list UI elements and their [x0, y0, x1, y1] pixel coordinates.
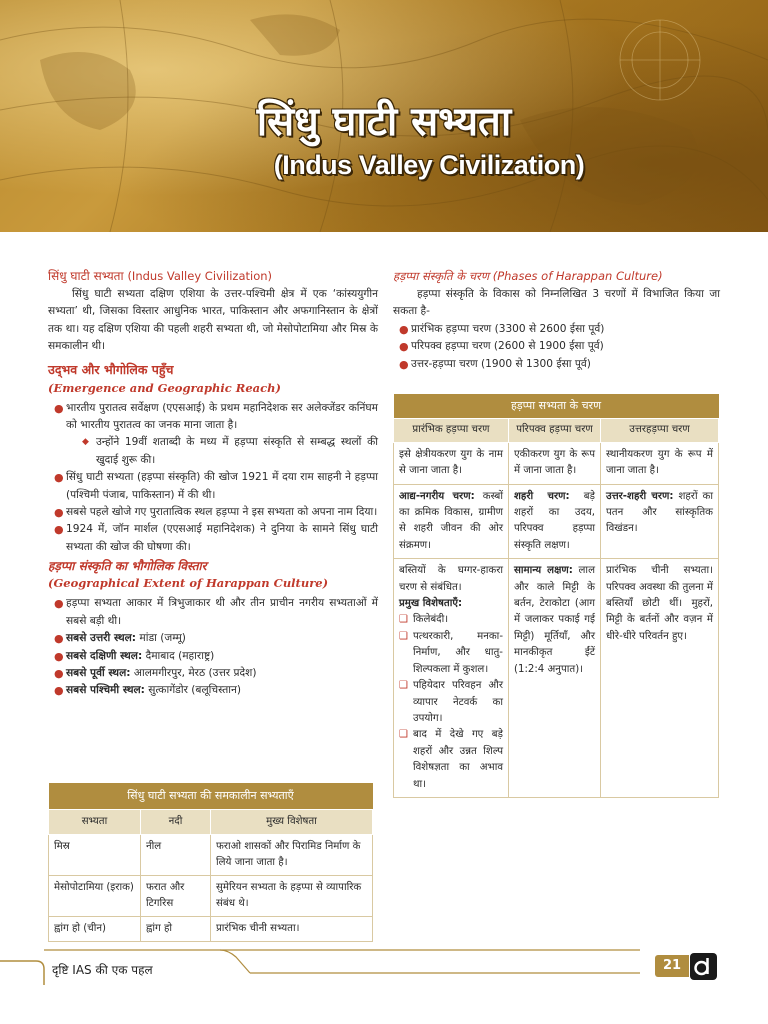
table-row: [394, 484, 719, 559]
sub-list-item-text: उन्होंने 19वीं शताब्दी के मध्य में हड़प्पा संस्कृति से सम्बद्ध स्थलों की खुदाई शुरू की।: [96, 436, 378, 466]
list-item: [48, 469, 378, 504]
table-cell: मिस्र: [49, 835, 141, 876]
table-row: [394, 559, 719, 798]
site-label: सबसे उत्तरी स्थल:: [66, 632, 137, 645]
table-cell: [601, 484, 719, 559]
cell-text: बड़े शहरों का उदय, परिपक्व हड़प्पा संस्कृति लक्षण।: [514, 490, 595, 551]
intro-heading-hindi: सिंधु घाटी सभ्यता: [48, 269, 124, 283]
phases-intro: हड़प्पा संस्कृति के विकास को निम्नलिखित 3 चरणों में विभाजित किया जा सकता है-: [393, 288, 720, 318]
bullet-icon: ●: [54, 666, 64, 680]
table-caption-row: [49, 783, 373, 810]
geo-list: [48, 595, 378, 699]
cell-text: लाल और काले मिट्टी के बर्तन, टेराकोटा (आग में जलाकर पकाई गई मिट्टी) मूर्तियाँ, और मानकीकृत ईंटें (1:2:4 अनुपात)।: [514, 565, 595, 675]
table-cell: ह्वांग हो (चीन): [49, 917, 141, 942]
list-item-text: भारतीय पुरातत्व सर्वेक्षण (एएसआई) के प्रथम महानिदेशक सर अलेक्जेंडर कनिंघम को भारतीय पुरातत्व का जनक माना जाता है।: [66, 401, 378, 432]
list-item-text: पत्थरकारी, मनका-निर्माण, और धातु-शिल्पकला में कुशल।: [413, 630, 503, 675]
table-caption: हड़प्पा सभ्यता के चरण: [394, 394, 719, 419]
table-caption-row: [394, 394, 719, 419]
list-item-text: सिंधु घाटी सभ्यता (हड़प्पा संस्कृति) की खोज 1921 में दया राम साहनी ने हड़प्पा (पश्चिमी पंजाब, पाकिस्तान) में की थी।: [66, 471, 378, 501]
cell-label: उत्तर-शहरी चरण:: [606, 490, 674, 502]
sub-list-item: [70, 434, 378, 469]
list-item-text: परिपक्व हड़प्पा चरण (2600 से 1900 ईसा पूर्व): [411, 340, 604, 353]
bullet-icon: ●: [399, 322, 409, 336]
emergence-list: [48, 400, 378, 557]
list-item-text: 1924 में, जॉन मार्शल (एएसआई महानिदेशक) ने दुनिया के सामने सिंधु घाटी सभ्यता की खोज की घोषणा की।: [66, 523, 378, 553]
column-header: सभ्यता: [49, 810, 141, 835]
list-item-text: हड़प्पा सभ्यता आकार में त्रिभुजाकार थी और तीन प्राचीन नगरीय सभ्यताओं में सबसे बड़ी थी।: [66, 597, 378, 627]
cell-text: कस्बों का क्रमिक विकास, ग्रामीण से शहरी जीवन की ओर संक्रमण।: [399, 490, 503, 551]
features-label: प्रमुख विशेषताएँ:: [399, 598, 463, 610]
site-value: सुत्कागेंडोर (बलूचिस्तान): [144, 684, 242, 697]
intro-paragraph: सिंधु घाटी सभ्यता दक्षिण एशिया के उत्तर-पश्चिमी क्षेत्र में एक ‘कांस्ययुगीन सभ्यता’ थी, जिसका विस्तार आधुनिक भारत, पाकिस्तान और अफगानिस्तान के क्षेत्रों तक था। यह दक्षिण एशिया की पहली शहरी सभ्यता थी, जो मेसोपोटामिया और मिस्र के समकालीन थी।: [48, 288, 378, 353]
list-item: [48, 521, 378, 556]
right-column: [393, 266, 720, 373]
phases-heading-hindi: हड़प्पा संस्कृति के चरण: [393, 269, 490, 283]
table-cell: [394, 484, 509, 559]
list-item: [48, 665, 378, 682]
column-header: मुख्य विशेषता: [211, 810, 373, 835]
site-value: आलमगीरपुर, मेरठ (उत्तर प्रदेश): [130, 666, 257, 679]
list-item: [399, 727, 503, 793]
table-cell: एकीकरण युग के रूप में जाना जाता है।: [509, 442, 601, 484]
table-cell: [509, 484, 601, 559]
list-item-text: किलेबंदी।: [413, 614, 449, 626]
header-banner: [0, 0, 768, 232]
table-cell: [394, 559, 509, 798]
emergence-heading-english: (Emergence and Geographic Reach): [48, 380, 281, 395]
table-cell: सुमेरियन सभ्यता के हड़प्पा से व्यापारिक संबंध थे।: [211, 876, 373, 917]
list-item: [393, 321, 720, 338]
list-item: [48, 595, 378, 630]
list-item-text: उत्तर-हड़प्पा चरण (1900 से 1300 ईसा पूर्व): [411, 357, 591, 370]
checkbox-bullet-icon: ❑: [399, 630, 408, 642]
table-row: [49, 835, 373, 876]
column-header: उत्तरहड़प्पा चरण: [601, 419, 719, 442]
column-header: प्रारंभिक हड़प्पा चरण: [394, 419, 509, 442]
geo-heading-hindi: हड़प्पा संस्कृति का भौगोलिक विस्तार: [48, 559, 207, 574]
list-item-text: सबसे पहले खोजे गए पुरातात्विक स्थल हड़प्पा ने इस सभ्यता को अपना नाम दिया।: [66, 506, 378, 519]
table-cell: मेसोपोटामिया (इराक): [49, 876, 141, 917]
list-item: [399, 629, 503, 678]
list-item: [399, 612, 503, 628]
list-item-text: प्रारंभिक हड़प्पा चरण (3300 से 2600 ईसा पूर्व): [411, 322, 605, 335]
page-title-english: (Indus Valley Civilization): [273, 150, 585, 180]
bullet-icon: ●: [54, 523, 64, 537]
site-value: दैमाबाद (महाराष्ट्र): [142, 649, 215, 662]
table-cell: फराओ शासकों और पिरामिड निर्माण के लिये जाना जाता है।: [211, 835, 373, 876]
list-item: [48, 682, 378, 699]
table-cell: फरात और टिगरिस: [141, 876, 211, 917]
footer-tagline: दृष्टि IAS की एक पहल: [52, 963, 153, 977]
page-title-hindi: सिंधु घाटी सभ्यता: [256, 99, 512, 145]
phases-heading-english: (Phases of Harappan Culture): [492, 269, 663, 283]
list-item: [399, 678, 503, 727]
list-item-text: बाद में देखे गए बड़े शहरों और उन्नत शिल्प विशेषज्ञता का अभाव था।: [413, 729, 503, 790]
site-value: मांडा (जम्मू): [136, 632, 186, 645]
table-cell: ह्वांग हो: [141, 917, 211, 942]
bullet-icon: ●: [399, 357, 409, 371]
cell-label: आद्य-नगरीय चरण:: [399, 490, 475, 502]
geo-heading-english: (Geographical Extent of Harappan Culture): [48, 576, 329, 591]
table-cell: नील: [141, 835, 211, 876]
bullet-icon: ●: [54, 597, 64, 611]
cell-label: सामान्य लक्षण:: [514, 565, 573, 577]
list-item: [393, 338, 720, 355]
table-header-row: [394, 419, 719, 442]
checkbox-bullet-icon: ❑: [399, 614, 408, 626]
phases-heading: [393, 266, 720, 286]
column-header: नदी: [141, 810, 211, 835]
contemporary-civilizations-table: [48, 783, 373, 942]
bullet-icon: ●: [399, 340, 409, 354]
cell-text: बस्तियों के घग्गर-हाकरा चरण से संबंधित।: [399, 565, 503, 593]
phases-list: [393, 321, 720, 373]
site-label: सबसे पूर्वी स्थल:: [66, 666, 131, 679]
drishti-logo-icon: [690, 953, 717, 980]
bullet-icon: ●: [54, 506, 64, 520]
bullet-icon: ●: [54, 471, 64, 485]
checkbox-bullet-icon: ❑: [399, 680, 408, 692]
table-header-row: [49, 810, 373, 835]
emergence-heading-hindi: उद्‌भव और भौगोलिक पहुँच: [48, 361, 174, 377]
list-item: [48, 400, 378, 470]
page-number: 21: [655, 955, 689, 977]
list-item: [48, 648, 378, 665]
table-cell: इसे क्षेत्रीयकरण युग के नाम से जाना जाता है।: [394, 442, 509, 484]
site-label: सबसे पश्चिमी स्थल:: [66, 684, 145, 697]
bullet-icon: ●: [54, 649, 64, 663]
table-row: [394, 442, 719, 484]
bullet-icon: ●: [54, 401, 64, 415]
table-cell: [509, 559, 601, 798]
list-item-text: पहियेदार परिवहन और व्यापार नेटवर्क का उपयोग।: [413, 680, 503, 724]
sub-list: [70, 434, 378, 469]
list-item: [48, 504, 378, 521]
features-list: [399, 612, 503, 792]
cell-label: शहरी चरण:: [514, 490, 570, 502]
list-item: [48, 630, 378, 647]
left-column: [48, 266, 378, 700]
intro-heading-english: (Indus Valley Civilization): [127, 269, 273, 283]
bullet-icon: ●: [54, 684, 64, 698]
site-label: सबसे दक्षिणी स्थल:: [66, 649, 143, 662]
diamond-bullet-icon: ◆: [82, 437, 89, 448]
table-cell: स्थानीयकरण युग के रूप में जाना जाता है।: [601, 442, 719, 484]
table-row: [49, 876, 373, 917]
table-cell: प्रारंभिक चीनी सभ्यता।: [211, 917, 373, 942]
intro-heading: [48, 266, 378, 286]
list-item: [393, 356, 720, 373]
table-caption: सिंधु घाटी सभ्यता की समकालीन सभ्यताएँ: [49, 783, 373, 810]
harappan-phases-table: [393, 394, 719, 798]
checkbox-bullet-icon: ❑: [399, 729, 408, 741]
table-cell: प्रारंभिक चीनी सभ्यता। परिपक्व अवस्था की तुलना में बस्तियाँ छोटी थीं। मुहरों, मिट्टी के बर्तनों और वज़न में धीरे-धीरे परिवर्तन हुए।: [601, 559, 719, 798]
bullet-icon: ●: [54, 632, 64, 646]
cell-text: शहरों का पतन और सांस्कृतिक विखंडन।: [606, 490, 713, 535]
table-row: [49, 917, 373, 942]
column-header: परिपक्व हड़प्पा चरण: [509, 419, 601, 442]
